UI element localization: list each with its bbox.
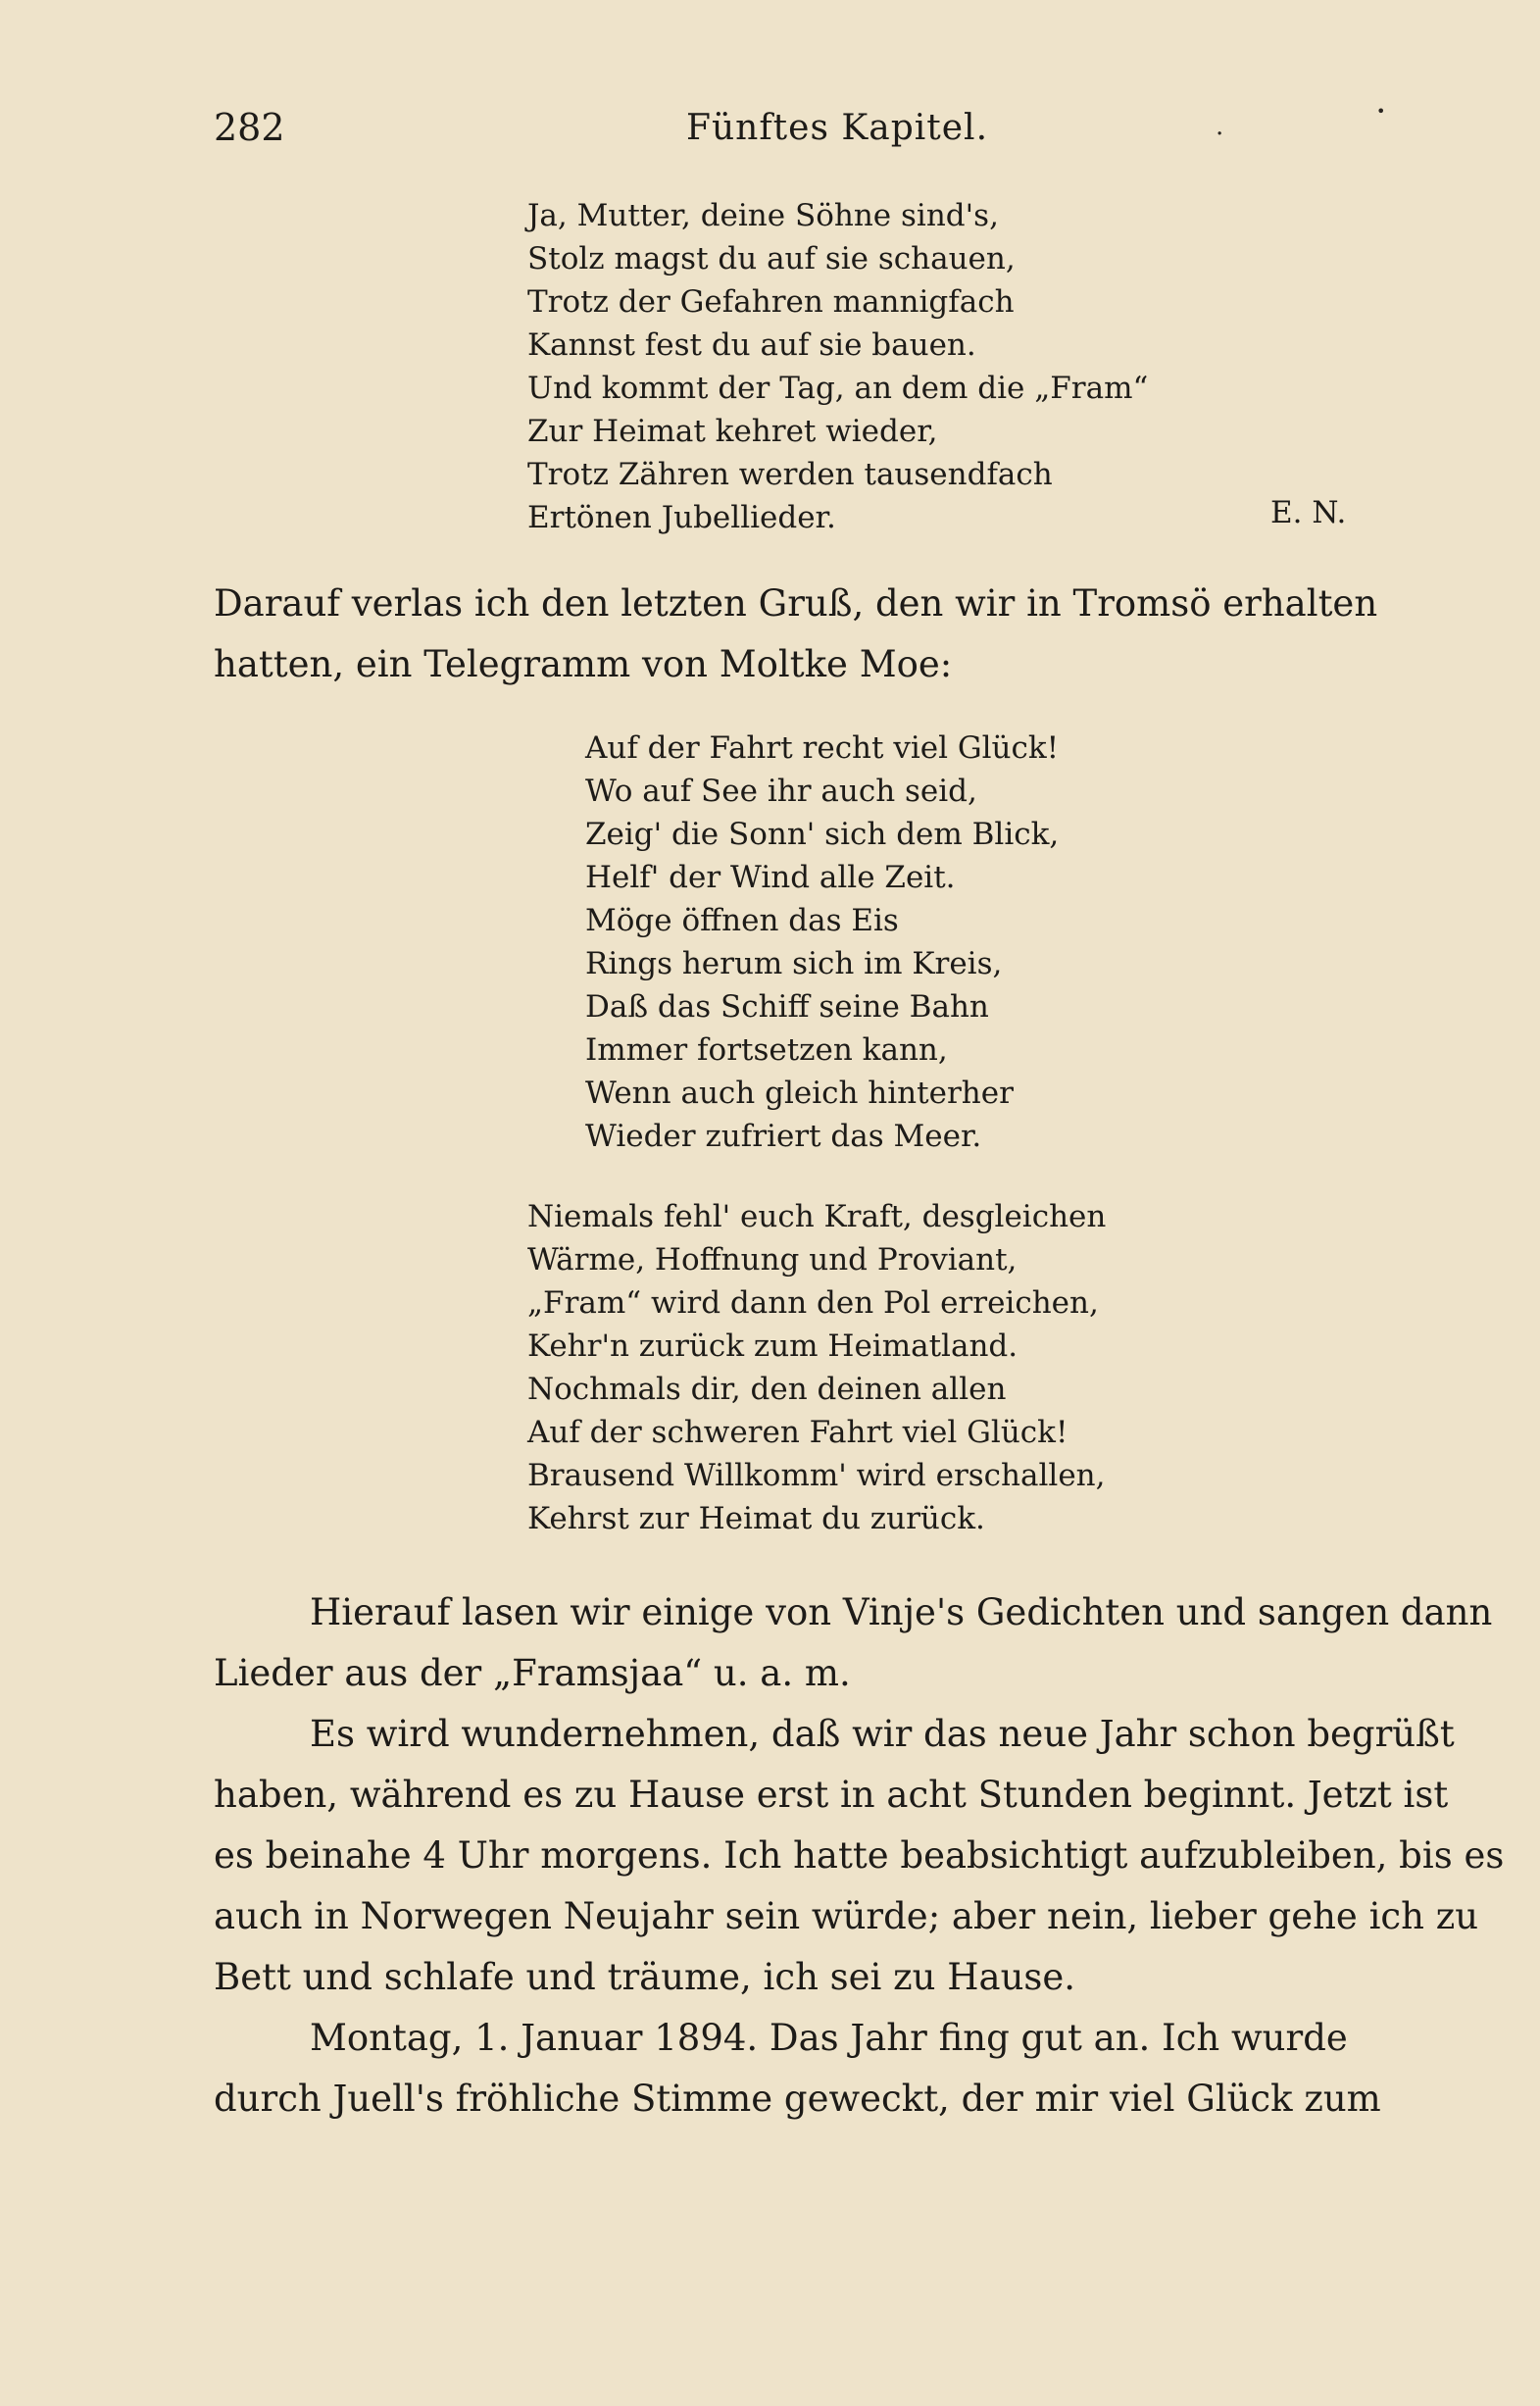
text-line: hatten, ein Telegramm von Moltke Moe: — [214, 643, 953, 685]
poem-line: Kehr'n zurück zum Heimatland. — [527, 1328, 1018, 1364]
poem-line: Helf' der Wind alle Zeit. — [585, 860, 956, 895]
telegram-poem-stanza-1 — [585, 727, 1059, 1158]
paragraphs-after — [214, 1582, 1505, 2130]
poem-line: Ja, Mutter, deine Söhne sind's, — [527, 198, 999, 233]
poem-line: Auf der schweren Fahrt viel Glück! — [527, 1415, 1068, 1450]
poem-line: Wärme, Hoffnung und Proviant, — [527, 1242, 1018, 1278]
running-head: Fünftes Kapitel. — [686, 108, 989, 148]
poem-first — [527, 194, 1148, 539]
text-line: Bett und schlafe und träume, ich sei zu Hause. — [214, 1956, 1076, 1998]
text-line: Hierauf lasen wir einige von Vinje's Gedichten und sangen dann — [310, 1591, 1493, 1633]
text-line: auch in Norwegen Neujahr sein würde; aber nein, lieber gehe ich zu — [214, 1895, 1479, 1937]
poem-line: Und kommt der Tag, an dem die „Fram“ — [527, 371, 1149, 406]
poem-line: Rings herum sich im Kreis, — [585, 946, 1003, 981]
poem-line: Kannst fest du auf sie bauen. — [527, 327, 976, 363]
poem-line: Daß das Schiff seine Bahn — [585, 989, 989, 1025]
poem-line: Trotz Zähren werden tausendfach — [527, 457, 1053, 492]
poem-line: Brausend Willkomm' wird erschallen, — [527, 1458, 1106, 1493]
text-line: durch Juell's fröhliche Stimme geweckt, der mir viel Glück zum — [214, 2078, 1381, 2120]
poem-line: Niemals fehl' euch Kraft, desgleichen — [527, 1199, 1107, 1234]
text-line: es beinahe 4 Uhr morgens. Ich hatte beabsichtigt aufzubleiben, bis es — [214, 1834, 1505, 1877]
text-line: Darauf verlas ich den letzten Gruß, den wir in Tromsö erhalten — [214, 582, 1378, 625]
paragraph-intro — [214, 574, 1378, 695]
header-mark: • — [1376, 102, 1386, 121]
poem-line: „Fram“ wird dann den Pol erreichen, — [527, 1285, 1099, 1321]
poem-line: Kehrst zur Heimat du zurück. — [527, 1501, 985, 1536]
poem-line: Möge öffnen das Eis — [585, 903, 899, 938]
page-number: 282 — [214, 106, 285, 149]
poem-line: Zur Heimat kehret wieder, — [527, 414, 938, 449]
text-line: haben, während es zu Hause erst in acht Stunden beginnt. Jetzt ist — [214, 1774, 1449, 1816]
telegram-poem-stanza-2 — [527, 1195, 1106, 1540]
text-line: Es wird wundernehmen, daß wir das neue Jahr schon begrüßt — [310, 1713, 1455, 1755]
text-line: Montag, 1. Januar 1894. Das Jahr fing gut an. Ich wurde — [310, 2017, 1348, 2059]
page-header — [0, 98, 1540, 157]
poem-signature: E. N. — [1270, 495, 1347, 530]
poem-line: Nochmals dir, den deinen allen — [527, 1372, 1007, 1407]
poem-line: Wieder zufriert das Meer. — [585, 1119, 982, 1154]
poem-line: Wo auf See ihr auch seid, — [585, 774, 977, 809]
poem-line: Stolz magst du auf sie schauen, — [527, 241, 1016, 276]
header-mark: . — [1216, 112, 1224, 141]
poem-line: Immer fortsetzen kann, — [585, 1032, 948, 1068]
text-line: Lieder aus der „Framsjaa“ u. a. m. — [214, 1652, 851, 1694]
poem-line: Auf der Fahrt recht viel Glück! — [585, 730, 1060, 766]
poem-line: Zeig' die Sonn' sich dem Blick, — [585, 817, 1060, 852]
poem-line: Ertönen Jubellieder. — [527, 500, 836, 535]
poem-line: Trotz der Gefahren mannigfach — [527, 284, 1015, 320]
poem-line: Wenn auch gleich hinterher — [585, 1076, 1014, 1111]
